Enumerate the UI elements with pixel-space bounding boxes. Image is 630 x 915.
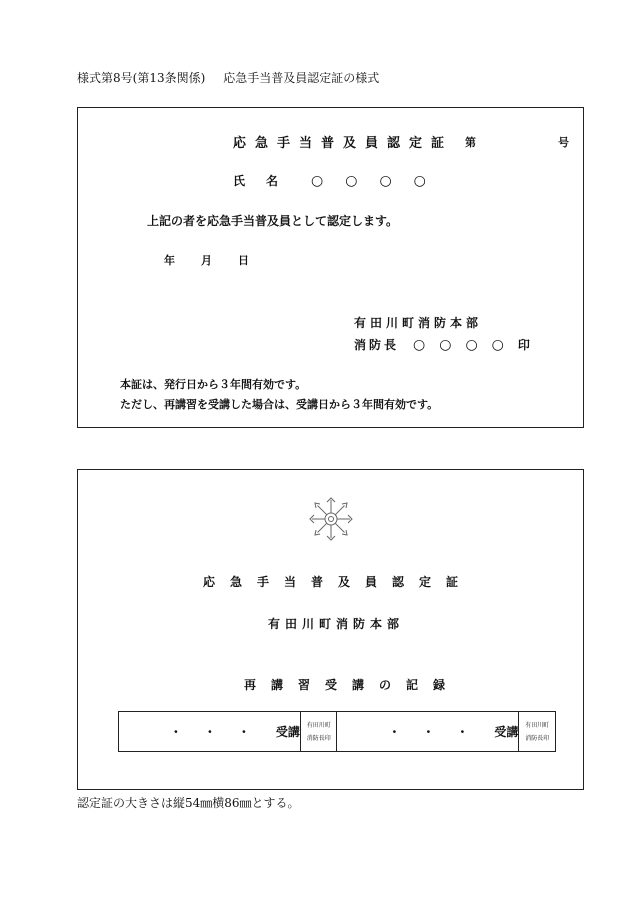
issuer-circle: ○ bbox=[465, 337, 478, 353]
issuer-title: 消防長 bbox=[354, 338, 400, 352]
record-stamp-cell: 有田川町 消防長印 bbox=[300, 712, 337, 752]
size-note: 認定証の大きさは縦54㎜横86㎜とする。 bbox=[77, 796, 300, 810]
name-label-1: 氏 bbox=[233, 174, 246, 188]
certificate-front bbox=[77, 107, 584, 428]
issuer-row bbox=[354, 336, 530, 353]
form-heading bbox=[77, 69, 379, 86]
date-year: 年 bbox=[164, 254, 175, 267]
record-stamp-cell: 有田川町 消防長印 bbox=[519, 712, 556, 752]
name-circle: ○ bbox=[311, 173, 324, 189]
record-date-cell: ・・・ 受講 bbox=[337, 712, 519, 752]
date-day: 日 bbox=[238, 254, 249, 267]
issuer-circle: ○ bbox=[413, 337, 426, 353]
name-circle: ○ bbox=[379, 173, 392, 189]
back-title: 応急手当普及員認定証 bbox=[203, 575, 474, 589]
name-circle: ○ bbox=[345, 173, 358, 189]
issuer-circle: ○ bbox=[439, 337, 452, 353]
back-org: 有田川町消防本部 bbox=[268, 617, 405, 631]
issuer-org: 有田川町消防本部 bbox=[354, 316, 483, 330]
record-date-cell: ・・・ 受講 bbox=[119, 712, 301, 752]
name-row bbox=[233, 172, 448, 189]
seal-mark: 印 bbox=[517, 338, 530, 352]
number-suffix: 号 bbox=[558, 136, 569, 149]
name-circle: ○ bbox=[413, 173, 426, 189]
form-title: 応急手当普及員認定証の様式 bbox=[223, 71, 380, 85]
date-row bbox=[164, 252, 249, 268]
town-emblem-icon bbox=[308, 496, 354, 546]
form-number: 様式第8号(第13条関係) bbox=[77, 71, 206, 85]
name-label-2: 名 bbox=[266, 174, 279, 188]
number-prefix: 第 bbox=[465, 136, 476, 149]
date-month: 月 bbox=[201, 254, 212, 267]
issuer-circle: ○ bbox=[491, 337, 504, 353]
certificate-back bbox=[77, 469, 584, 790]
validity-line-1: 本証は、発行日から３年間有効です。 bbox=[120, 378, 307, 391]
certificate-title: 応急手当普及員認定証 bbox=[233, 136, 454, 151]
retraining-record-table bbox=[118, 711, 556, 752]
record-heading: 再講習受講の記録 bbox=[244, 678, 461, 692]
table-row bbox=[119, 712, 556, 752]
validity-line-2: ただし、再講習を受講した場合は、受講日から３年間有効です。 bbox=[120, 398, 439, 411]
certification-text: 上記の者を応急手当普及員として認定します。 bbox=[147, 214, 399, 228]
